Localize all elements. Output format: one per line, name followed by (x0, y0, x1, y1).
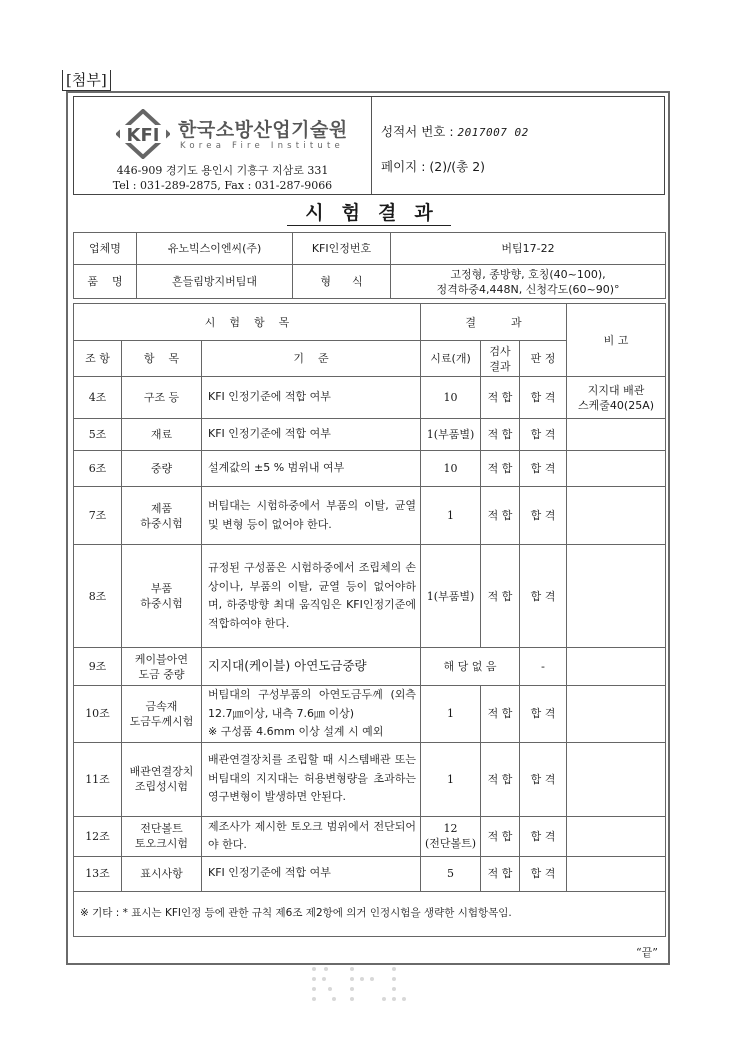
results-header: 결 과 (421, 304, 567, 341)
criteria-text: 버팀대는 시험하중에서 부품의 이탈, 균열 및 변형 등이 없어야 한다. (208, 499, 417, 531)
watermark-dot (350, 967, 354, 971)
samples-cell (421, 686, 481, 743)
item-line: 부품 (150, 582, 173, 595)
inspection-cell: 적 합 (481, 742, 520, 816)
footnote: ※ 기타 : * 표시는 KFI인정 등에 관한 규칙 제6조 제2항에 의거 인정시험을 생략한 시험항목임. (74, 891, 666, 936)
item-line: 구조 등 (143, 391, 180, 404)
criteria-cell (202, 487, 421, 545)
watermark-dot (312, 977, 316, 981)
item-line: 토오크시험 (134, 837, 189, 850)
watermark-dot (392, 987, 396, 991)
watermark-dot (328, 987, 332, 991)
item-cell (122, 377, 202, 419)
table-row (74, 545, 666, 648)
item-cell (122, 419, 202, 451)
judgment-cell: 합 격 (520, 816, 567, 856)
cert-value: 버팀17-22 (391, 233, 666, 265)
item-cell (122, 545, 202, 648)
criteria-cell (202, 545, 421, 648)
article-cell: 4조 (74, 377, 122, 419)
item-line: 조립성시험 (134, 780, 189, 793)
kfi-logo-icon (116, 109, 170, 159)
remarks-line: 지지대 배관 (587, 383, 645, 397)
judgment-cell: 합 격 (520, 487, 567, 545)
samples-cell (421, 816, 481, 856)
inspection-cell: 적 합 (481, 686, 520, 743)
kfi-logo (116, 109, 366, 159)
footnote-row (74, 891, 666, 936)
judgment-cell: 합 격 (520, 742, 567, 816)
samples-line: 10 (443, 391, 458, 404)
institute-name-ko: 한국소방산업기술원 (178, 119, 348, 141)
report-number-value: 2017007 02 (457, 126, 529, 139)
criteria-text: 제조사가 제시한 토오크 범위에서 전단되어야 한다. (208, 819, 417, 851)
watermark-dot (370, 977, 374, 981)
company-value: 유노빅스이엔씨(주) (137, 233, 293, 265)
criteria-text: KFI 인정기준에 적합 여부 (208, 427, 331, 441)
criteria-text: 배관연결장치를 조립할 때 시스템배관 또는 버팀대의 지지대는 허용변형량을 초과하는 영구변형이 발생하면 안된다. (208, 753, 417, 804)
judgment-cell: 합 격 (520, 419, 567, 451)
test-rows (74, 377, 666, 892)
type-value-line2: 정격하중4,448N, 신청각도(60~90)° (436, 282, 620, 296)
criteria-cell (202, 377, 421, 419)
samples-cell (421, 487, 481, 545)
item-line: 금속재 (145, 699, 178, 713)
table-row (74, 742, 666, 816)
criteria-cell (202, 742, 421, 816)
table-row (74, 856, 666, 891)
remarks-cell (567, 856, 666, 891)
remarks-cell (567, 816, 666, 856)
criteria-text: 설계값의 ±5 % 범위내 여부 (208, 461, 345, 475)
inspection-cell: 적 합 (481, 545, 520, 648)
table-row (74, 816, 666, 856)
samples-line: (전단볼트) (424, 837, 477, 850)
criteria-cell (202, 451, 421, 487)
type-value-line1: 고정형, 종방향, 호칭(40~100), (450, 267, 606, 281)
item-line: 배관연결장치 (129, 765, 194, 778)
judgment-cell: 합 격 (520, 686, 567, 743)
watermark-dot (312, 967, 316, 971)
criteria-cell (202, 419, 421, 451)
end-mark: “끝” (636, 946, 658, 959)
criteria-text: 버팀대의 구성부품의 아연도금두께 (외측 12.7㎛이상, 내측 7.6㎛ 이상) (208, 688, 417, 720)
article-cell: 12조 (74, 816, 122, 856)
criteria-cell (202, 816, 421, 856)
report-header (73, 96, 665, 195)
article-cell: 5조 (74, 419, 122, 451)
product-value: 흔들림방지버팀대 (137, 265, 293, 299)
info-row-company (74, 233, 666, 265)
samples-line: 1(부품별) (426, 589, 475, 603)
samples-line: 10 (443, 462, 458, 475)
item-cell (122, 451, 202, 487)
samples-line: 5 (447, 867, 455, 880)
col-inspection-line1: 검사 (489, 344, 511, 358)
watermark-dot (312, 987, 316, 991)
article-cell: 9조 (74, 648, 122, 686)
article-cell: 8조 (74, 545, 122, 648)
item-line: 케이블아연 (134, 652, 189, 666)
watermark-dot (324, 967, 328, 971)
col-item: 항 목 (122, 341, 202, 377)
item-line: 전단볼트 (140, 822, 183, 835)
item-cell (122, 686, 202, 743)
watermark-dot (392, 977, 396, 981)
col-judgment: 판 정 (520, 341, 567, 377)
remarks-cell (567, 419, 666, 451)
article-cell: 11조 (74, 742, 122, 816)
watermark-dot (402, 997, 406, 1001)
institute-name-en: Korea Fire Institute (180, 141, 344, 151)
watermark-dot (360, 977, 364, 981)
item-line: 중량 (150, 462, 173, 475)
cert-label: KFI인정번호 (293, 233, 391, 265)
judgment-cell: 합 격 (520, 451, 567, 487)
table-row (74, 487, 666, 545)
page-indicator: 페이지 : (2)/(총 2) (381, 159, 486, 174)
samples-cell (421, 545, 481, 648)
samples-line: 1 (447, 707, 455, 721)
samples-cell (421, 377, 481, 419)
inspection-cell: 적 합 (481, 419, 520, 451)
criteria-note: ※ 구성품 4.6mm 이상 설계 시 예외 (208, 725, 384, 738)
samples-line: 12 (443, 822, 458, 835)
judgment-cell: 합 격 (520, 377, 567, 419)
watermark-dot (312, 997, 316, 1001)
table-row (74, 686, 666, 743)
criteria-cell (202, 686, 421, 743)
remarks-cell (567, 686, 666, 743)
criteria-text: 규정된 구성품은 시험하중에서 조립체의 손상이나, 부품의 이탈, 균열 등이 없어야하며, 하중방향 최대 움직임은 KFI인정기준에 적합하여야 한다. (208, 561, 417, 630)
table-row (74, 451, 666, 487)
judgment-cell: 합 격 (520, 545, 567, 648)
criteria-text: 지지대(케이블) 아연도금중량 (208, 658, 367, 674)
remarks-line: 스케줄40(25A) (578, 398, 655, 412)
table-row (74, 377, 666, 419)
samples-line: 1 (447, 509, 455, 522)
remarks-cell (567, 648, 666, 686)
attachment-label: [첨부] (62, 70, 111, 91)
institute-address: 446-909 경기도 용인시 기흥구 지삼로 331 (116, 164, 329, 177)
item-cell (122, 487, 202, 545)
watermark-dot (382, 997, 386, 1001)
col-criteria: 기 준 (202, 341, 421, 377)
article-cell: 10조 (74, 686, 122, 743)
article-cell: 6조 (74, 451, 122, 487)
watermark-dot (350, 987, 354, 991)
item-line: 표시사항 (140, 867, 183, 880)
product-label: 품 명 (74, 265, 137, 299)
samples-cell (421, 451, 481, 487)
col-inspection (481, 341, 520, 377)
judgment-cell: 합 격 (520, 856, 567, 891)
col-samples: 시료(개) (421, 341, 481, 377)
samples-cell (421, 419, 481, 451)
page-title (73, 198, 665, 225)
item-line: 하중시험 (140, 597, 183, 610)
samples-line: 1(부품별) (426, 428, 475, 441)
watermark-dot (322, 977, 326, 981)
judgment-cell: - (520, 648, 567, 686)
watermark-dot (332, 997, 336, 1001)
kfi-emboss-watermark (312, 967, 412, 1007)
item-cell (122, 648, 202, 686)
info-row-product (74, 265, 666, 299)
item-cell (122, 856, 202, 891)
not-applicable-cell: 해 당 없 음 (421, 648, 520, 686)
criteria-cell (202, 856, 421, 891)
samples-cell (421, 742, 481, 816)
criteria-text: KFI 인정기준에 적합 여부 (208, 390, 331, 404)
product-info-table (73, 232, 666, 299)
item-line: 재료 (150, 428, 173, 441)
institute-block (74, 97, 372, 194)
item-line: 하중시험 (140, 516, 183, 530)
col-article: 조 항 (74, 341, 122, 377)
watermark-dot (350, 977, 354, 981)
item-cell (122, 816, 202, 856)
test-items-header: 시 험 항 목 (74, 304, 421, 341)
criteria-text: KFI 인정기준에 적합 여부 (208, 866, 331, 880)
inspection-cell: 적 합 (481, 816, 520, 856)
col-inspection-line2: 결과 (489, 359, 511, 373)
report-number (381, 122, 529, 140)
inspection-cell: 적 합 (481, 451, 520, 487)
inspection-cell: 적 합 (481, 487, 520, 545)
item-line: 도금 중량 (138, 667, 185, 681)
article-cell: 13조 (74, 856, 122, 891)
item-cell (122, 742, 202, 816)
inspection-cell: 적 합 (481, 377, 520, 419)
remarks-cell (567, 742, 666, 816)
remarks-cell (567, 487, 666, 545)
item-line: 도금두께시험 (129, 714, 194, 728)
criteria-cell (202, 648, 421, 686)
logo-mark-text: KFI (126, 125, 160, 146)
type-value (391, 265, 666, 299)
remarks-cell (567, 377, 666, 419)
samples-cell (421, 856, 481, 891)
remarks-cell (567, 545, 666, 648)
item-line: 제품 (150, 501, 173, 515)
page-title-text: 시험결과 (287, 202, 450, 226)
table-row (74, 648, 666, 686)
samples-line: 1 (447, 772, 455, 786)
report-number-label: 성적서 번호 : (381, 124, 454, 139)
article-cell: 7조 (74, 487, 122, 545)
type-label: 형 식 (293, 265, 391, 299)
inspection-cell: 적 합 (481, 856, 520, 891)
report-meta (371, 97, 664, 194)
remarks-header: 비 고 (567, 304, 666, 377)
group-header-row (74, 304, 666, 341)
company-label: 업체명 (74, 233, 137, 265)
watermark-dot (392, 967, 396, 971)
watermark-dot (392, 997, 396, 1001)
table-row (74, 419, 666, 451)
institute-contact: Tel : 031-289-2875, Fax : 031-287-9066 (112, 179, 333, 192)
watermark-dot (350, 997, 354, 1001)
remarks-cell (567, 451, 666, 487)
test-results-table (73, 303, 666, 937)
